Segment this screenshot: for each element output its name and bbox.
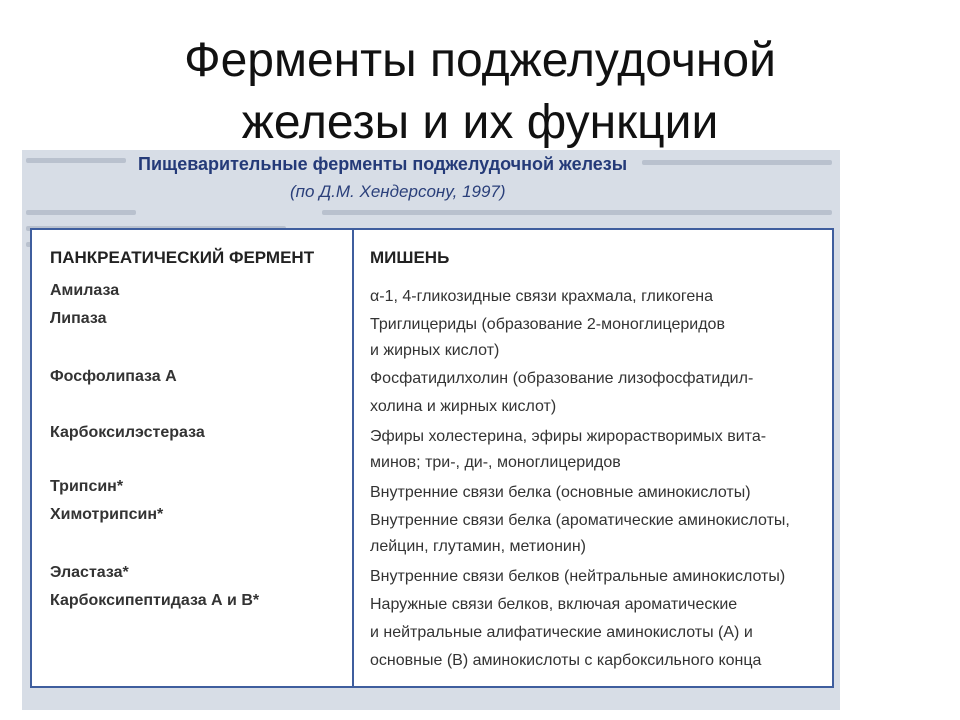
target-line: минов; три-, ди-, моноглицеридов	[370, 454, 621, 471]
column-header-enzyme: ПАНКРЕАТИЧЕСКИЙ ФЕРМЕНТ	[50, 248, 315, 267]
column-header-target: МИШЕНЬ	[370, 248, 450, 267]
table-heading: Пищеварительные ферменты поджелудочной железы	[138, 154, 628, 174]
target-line: α-1, 4-гликозидные связи крахмала, гликогена	[370, 288, 714, 305]
target-line: лейцин, глутамин, метионин)	[370, 538, 586, 555]
enzyme-name: Липаза	[50, 310, 107, 327]
target-line: Эфиры холестерина, эфиры жирорастворимых вита-	[370, 428, 767, 445]
enzyme-name: Трипсин*	[50, 478, 124, 495]
enzyme-name: Фосфолипаза А	[50, 368, 177, 385]
enzyme-name: Эластаза*	[50, 564, 129, 581]
column-divider	[352, 230, 354, 686]
scan-bleed-line	[26, 210, 136, 215]
slide-title-line-1: Ферменты поджелудочной	[184, 34, 776, 87]
slide-title	[0, 30, 960, 154]
target-line: Внутренние связи белка (ароматические аминокислоты,	[370, 512, 790, 529]
enzyme-name: Карбоксипептидаза А и В*	[50, 592, 260, 609]
scan-bleed-line	[26, 158, 126, 163]
slide-title-line-2: железы и их функции	[241, 96, 719, 149]
target-line: Триглицериды (образование 2-моноглицеридов	[370, 316, 725, 333]
enzyme-name: Карбоксилэстераза	[50, 424, 205, 441]
target-line: основные (В) аминокислоты с карбоксильного конца	[370, 652, 762, 669]
enzyme-name: Амилаза	[50, 282, 120, 299]
enzyme-table	[30, 228, 834, 688]
scan-bleed-line	[322, 210, 832, 215]
target-line: Фосфатидилхолин (образование лизофосфатидил-	[370, 370, 754, 387]
scan-bleed-line	[642, 160, 832, 165]
target-line: и нейтральные алифатические аминокислоты (А) и	[370, 624, 753, 641]
table-subheading: (по Д.М. Хендерсону, 1997)	[290, 182, 506, 201]
enzyme-name: Химотрипсин*	[50, 506, 164, 523]
target-line: Наружные связи белков, включая ароматические	[370, 596, 738, 613]
target-line: Внутренние связи белка (основные аминокислоты)	[370, 484, 751, 501]
target-line: и жирных кислот)	[370, 342, 500, 359]
target-line: холина и жирных кислот)	[370, 398, 557, 415]
target-line: Внутренние связи белков (нейтральные аминокислоты)	[370, 568, 786, 585]
